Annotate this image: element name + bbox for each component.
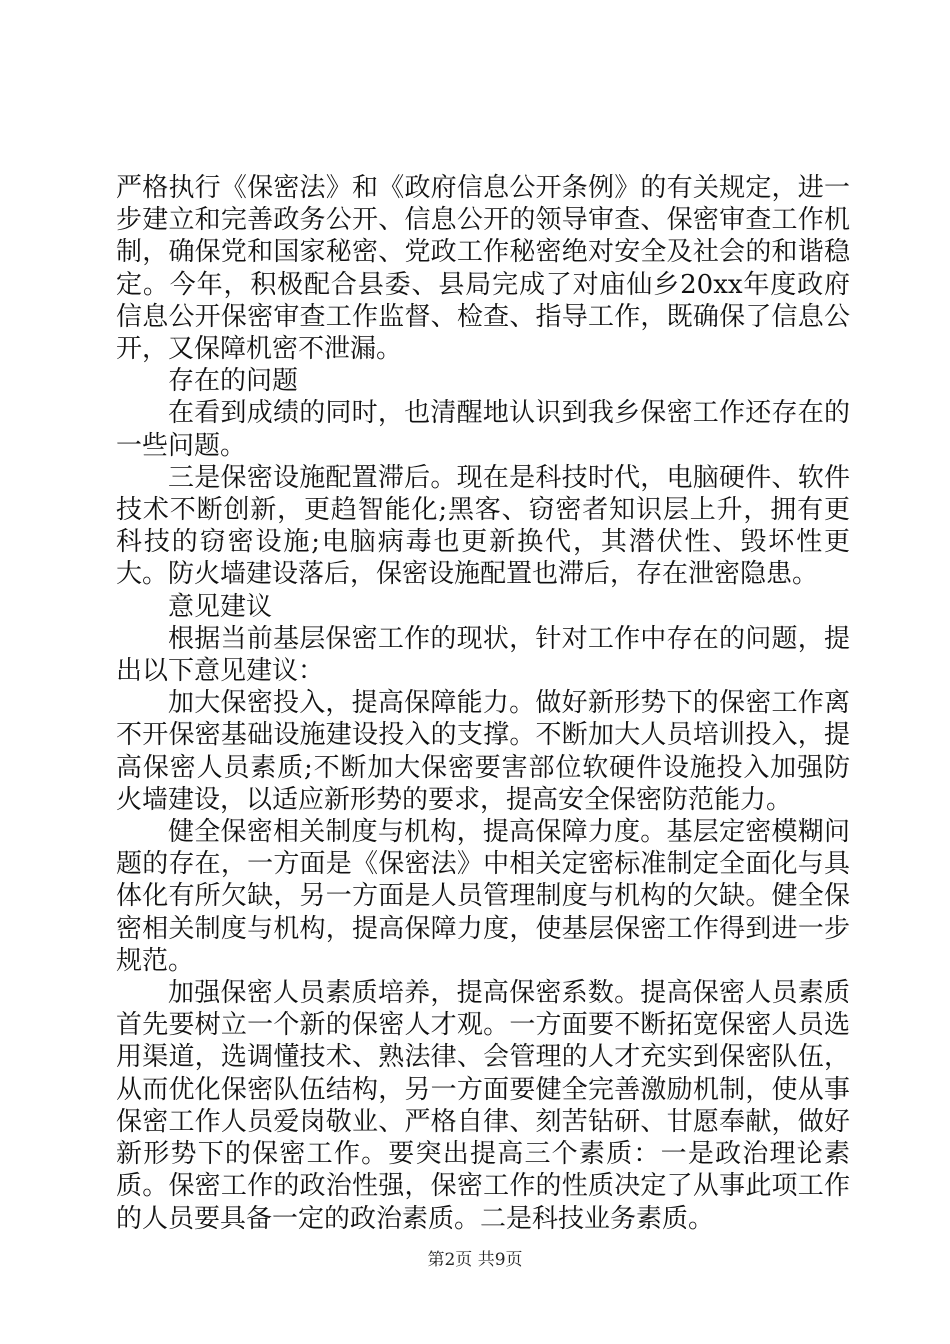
document-body bbox=[116, 172, 850, 1235]
page-number-footer: 第2页 共9页 bbox=[427, 1250, 523, 1270]
paragraph-continuation: 严格执行《保密法》和《政府信息公开条例》的有关规定，进一步建立和完善政务公开、信息公开的领导审查、保密审查工作机制，确保党和国家秘密、党政工作秘密绝对安全及社会的和谐稳定。今年，积极配合县委、县局完成了对庙仙乡20xx年度政府信息公开保密审查工作监督、检查、指导工作，既确保了信息公开，又保障机密不泄漏。 bbox=[116, 173, 850, 365]
paragraph-suggestions-intro: 根据当前基层保密工作的现状，针对工作中存在的问题，提出以下意见建议： bbox=[116, 623, 850, 687]
paragraph-problems-intro: 在看到成绩的同时，也清醒地认识到我乡保密工作还存在的一些问题。 bbox=[116, 398, 850, 461]
paragraph-suggestion-personnel: 加强保密人员素质培养，提高保密系数。提高保密人员素质首先要树立一个新的保密人才观。一方面要不断拓宽保密人员选用渠道，选调懂技术、熟法律、会管理的人才充实到保密队伍，从而优化保密队伍结构，另一方面要健全完善激励机制，使从事保密工作人员爱岗敬业、严格自律、刻苦钻研、甘愿奉献，做好新形势下的保密工作。要突出提高三个素质：一是政治理论素质。保密工作的政治性强，保密工作的性质决定了从事此项工作的人员要具备一定的政治素质。二是科技业务素质。 bbox=[116, 978, 850, 1234]
paragraph-suggestion-system: 健全保密相关制度与机构，提高保障力度。基层定密模糊问题的存在，一方面是《保密法》中相关定密标准制定全面化与具体化有所欠缺，另一方面是人员管理制度与机构的欠缺。健全保密相关制度与机构，提高保障力度，使基层保密工作得到进一步规范。 bbox=[116, 817, 850, 976]
paragraph-suggestion-investment: 加大保密投入，提高保障能力。做好新形势下的保密工作离不开保密基础设施建设投入的支撑。不断加大人员培训投入，提高保密人员素质;不断加大保密要害部位软硬件设施投入加强防火墙建设，以适应新形势的要求，提高安全保密防范能力。 bbox=[116, 688, 850, 815]
section-heading-problems: 存在的问题 bbox=[168, 366, 299, 397]
paragraph-problem-three: 三是保密设施配置滞后。现在是科技时代，电脑硬件、软件技术不断创新，更趋智能化;黑客、窃密者知识层上升，拥有更科技的窃密设施;电脑病毒也更新换代，其潜伏性、毁坏性更大。防火墙建设落后，保密设施配置也滞后，存在泄密隐患。 bbox=[116, 462, 850, 590]
section-heading-suggestions: 意见建议 bbox=[168, 591, 273, 622]
